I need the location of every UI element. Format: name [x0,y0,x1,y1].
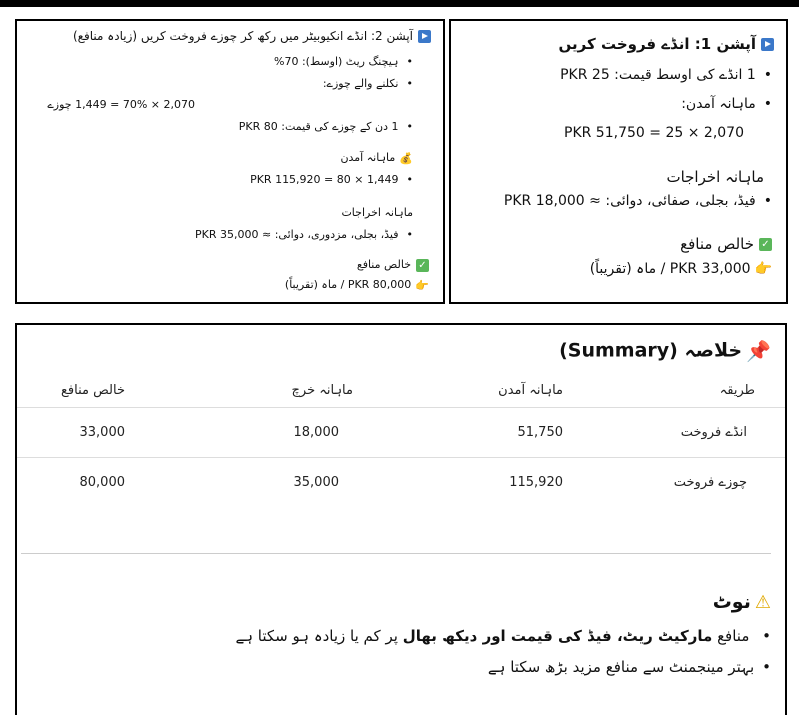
option1-egg-price: • 1 انڈے کی اوسط قیمت: PKR 25 [560,67,772,83]
option2-chick-price: • 1 دن کے چوزے کی قیمت: PKR 80 [239,120,413,133]
option2-expense-heading: ماہانہ اخراجات [341,206,413,219]
option1-card [449,19,788,304]
section-divider [21,553,771,554]
pointing-hand-icon: 👉 [754,261,772,277]
summary-header-divider [17,407,785,408]
table-row-1-expense: 18,000 [293,425,339,440]
option2-profit-heading: ✓خالص منافع [357,258,429,272]
pushpin-icon: 📌 [746,339,771,363]
warning-icon: ⚠ [754,592,771,613]
option2-card [15,19,445,304]
summary-header-income: ماہانہ آمدن [498,383,563,398]
option2-title: آپشن 2: انڈے انکیوبیٹر میں رکھ کر چوزے فروخت کریں (زیادہ منافع) [73,29,431,43]
option2-expense-item: • فیڈ، بجلی، مزدوری، دوائی: ≈ PKR 35,000 [195,228,413,241]
table-row-1-profit: 33,000 [79,425,125,440]
option2-income-calc: • 1,449 × 80 = PKR 115,920 [250,173,413,186]
check-icon: ✓ [759,238,772,251]
table-row-2-expense: 35,000 [293,475,339,490]
table-row-1-income: 51,750 [517,425,563,440]
option1-income-calc: 2,070 × 25 = PKR 51,750 [564,125,744,141]
pointing-hand-icon: 👉 [415,278,429,292]
option1-profit-heading: ✓خالص منافع [680,235,772,253]
play-icon [418,30,431,43]
option1-title: آپشن 1: انڈے فروخت کریں [559,35,774,53]
play-icon [761,38,774,51]
summary-header-profit: خالص منافع [61,383,125,398]
option1-profit-value: 👉PKR 33,000 / ماہ (تقریباً) [589,261,772,277]
option1-expense-item: • فیڈ، بجلی، صفائی، دوائی: ≈ PKR 18,000 [504,193,772,209]
option2-chicks-label: • نکلنے والے چوزے: [323,77,413,90]
summary-card [15,323,787,715]
summary-header-expense: ماہانہ خرچ [291,383,353,398]
note-title: ⚠نوٹ [712,591,771,613]
money-bag-icon: 💰 [399,151,413,165]
summary-row-divider [17,457,785,458]
option2-chicks-calc: 2,070 × 70% = 1,449 چوزے [47,98,195,111]
note-item-1: • منافع مارکیٹ ریٹ، فیڈ کی قیمت اور دیکھ بھال پر کم یا زیادہ ہو سکتا ہے [235,627,771,645]
option2-hatching-rate: • ہیچنگ ریٹ (اوسط): 70% [274,55,413,68]
note-item-2: • بہتر مینجمنٹ سے منافع مزید بڑھ سکتا ہے [488,658,771,676]
check-icon: ✓ [416,259,429,272]
option2-profit-value: 👉PKR 80,000 / ماہ (تقریباً) [284,278,429,292]
option2-income-heading: 💰ماہانہ آمدن [340,151,413,165]
summary-title: 📌خلاصہ (Summary) [559,339,771,363]
top-border [0,0,799,7]
option1-expense-heading: ماہانہ اخراجات [666,168,764,186]
table-row-1-method: انڈے فروخت [680,425,747,440]
summary-header-method: طریقہ [719,383,755,398]
table-row-2-method: چوزے فروخت [673,475,747,490]
table-row-2-income: 115,920 [509,475,563,490]
option1-income-label: • ماہانہ آمدن: [681,96,772,112]
table-row-2-profit: 80,000 [79,475,125,490]
